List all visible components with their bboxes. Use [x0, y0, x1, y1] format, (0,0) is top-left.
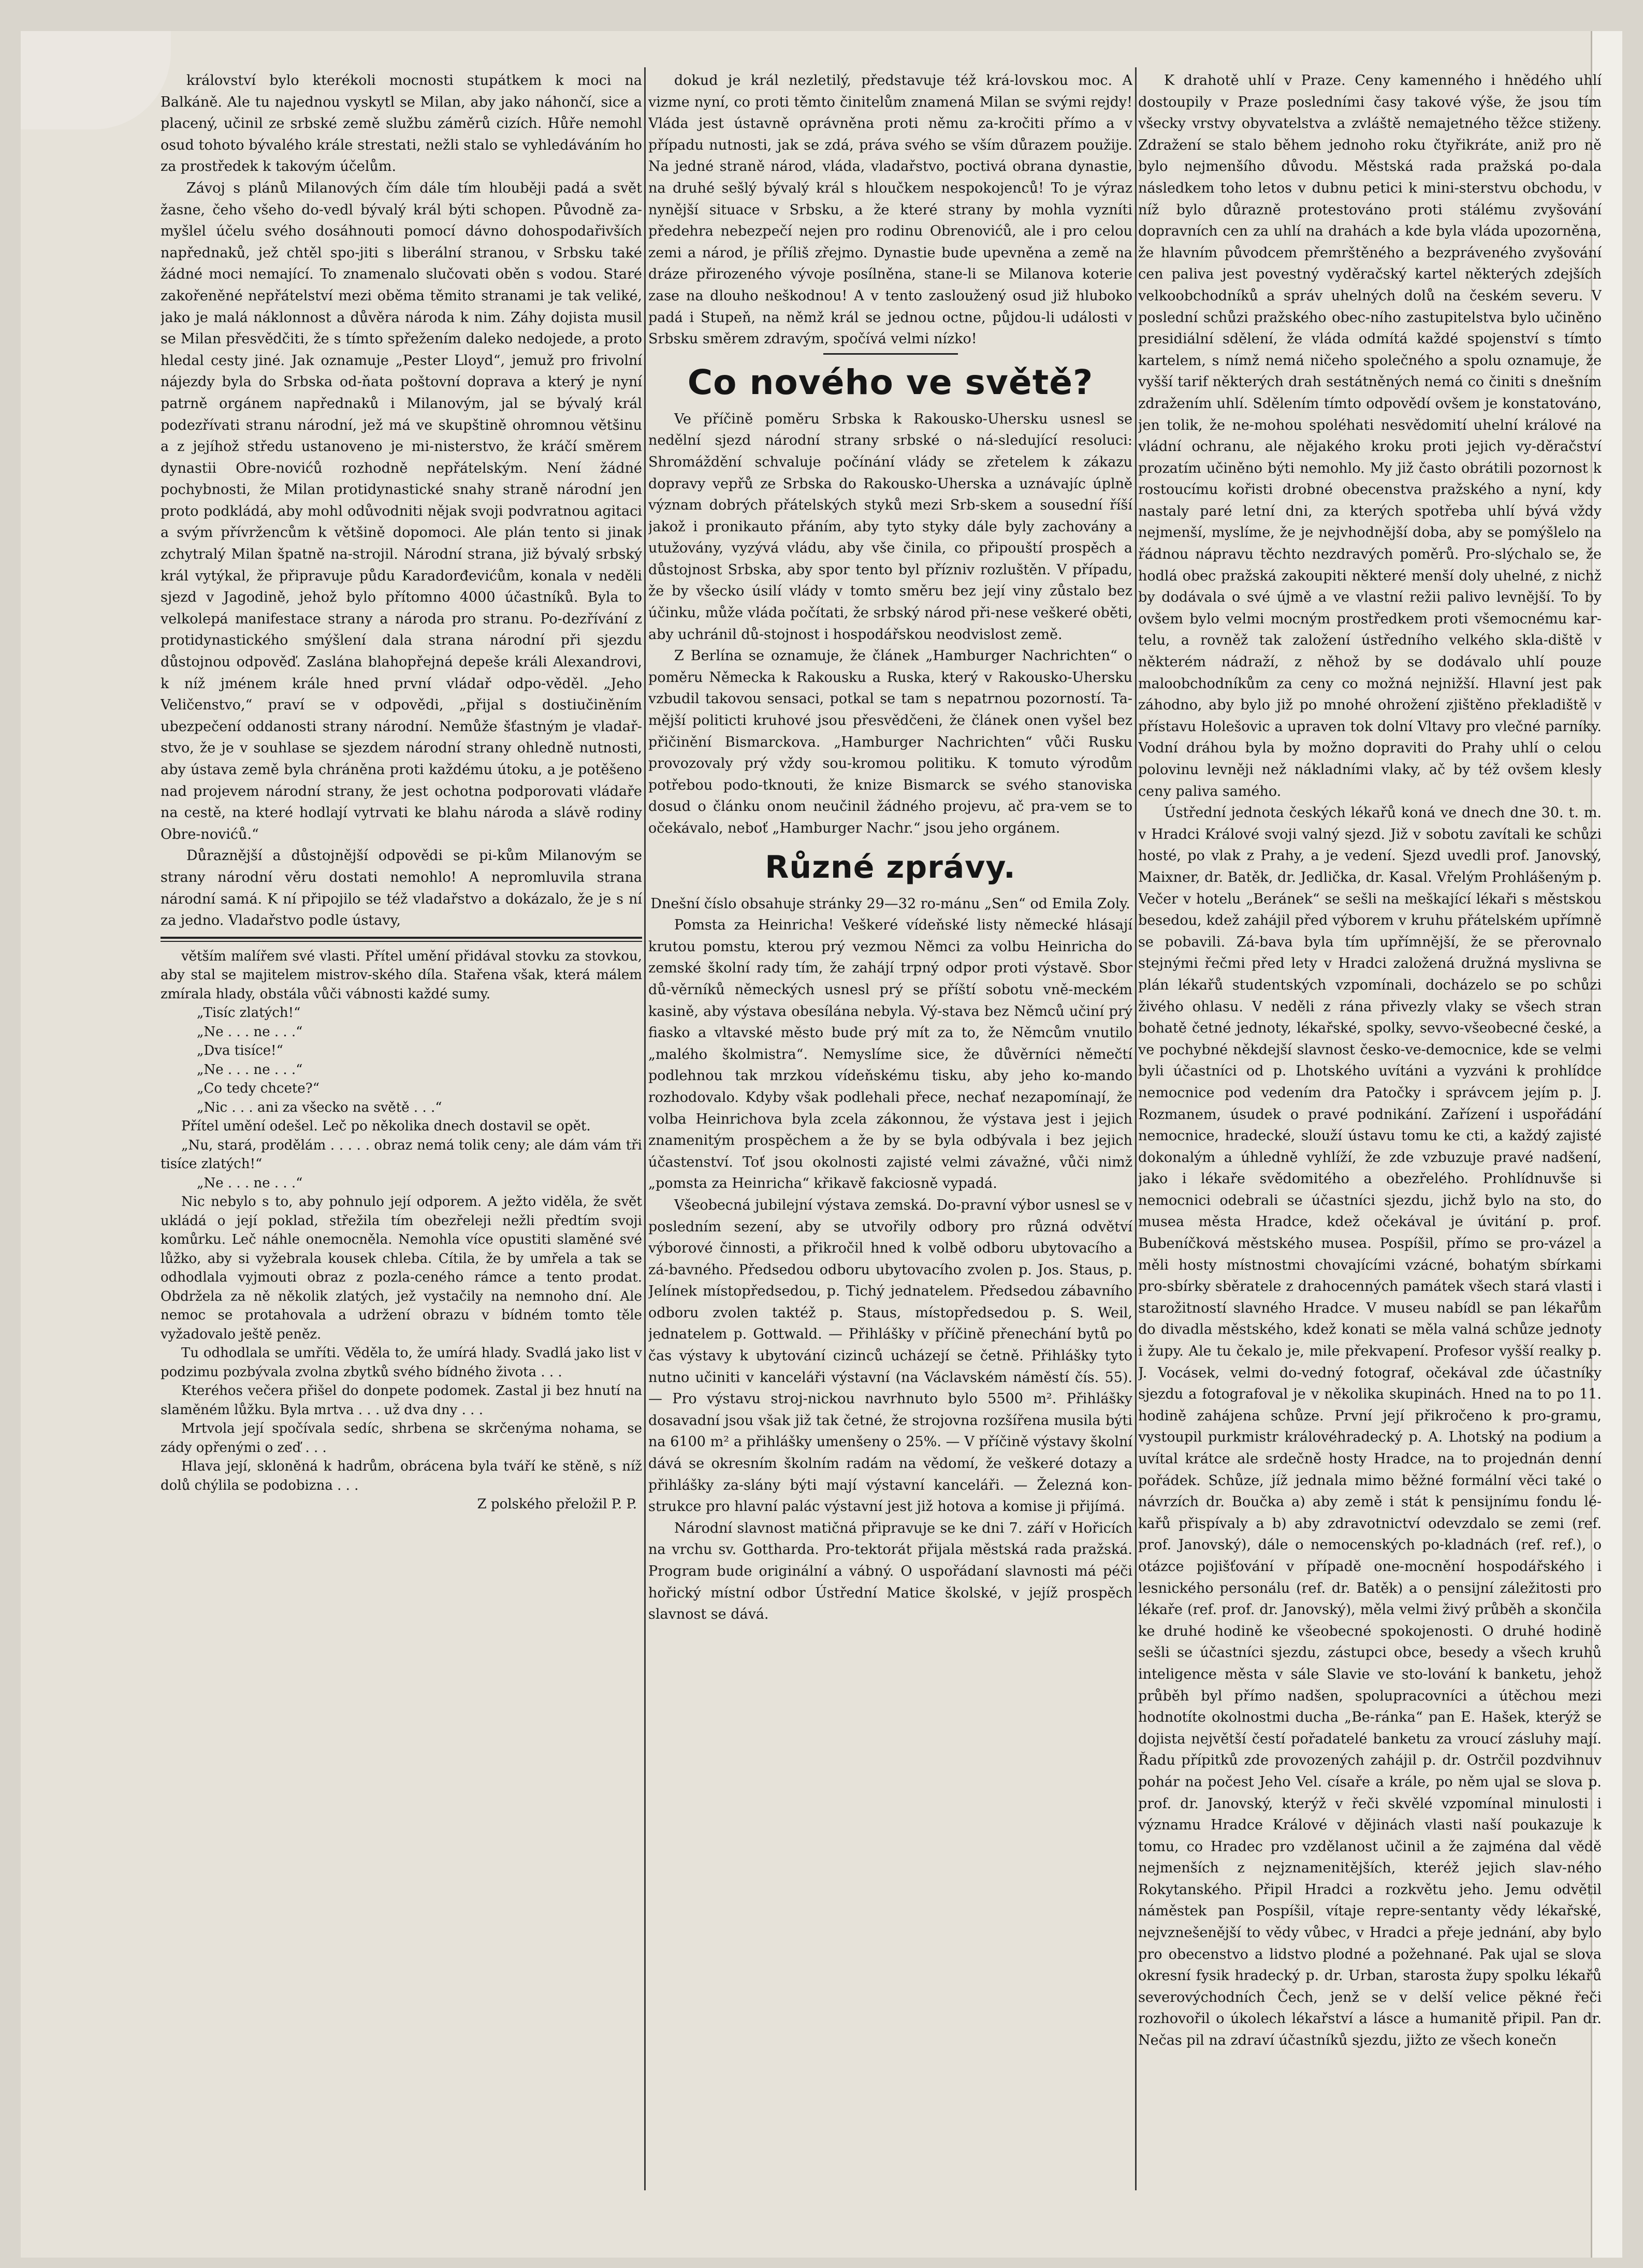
feuilleton-paragraph: Kteréhos večera přišel do donpete podomek. Zastal ji bez hnutí na slaměném lůžku. Byla mrtva . . . už dva dny . . . [161, 1383, 642, 1418]
news-paragraph: Ve příčině poměru Srbska k Rakousko-Uhersku usnesl se nedělní sjezd národní strany srbské o ná-sledující resoluci: Shromáždění schvaluje počínání vlády se zřetelem k zákazu dopravy vepřů ze Srbska do Rakousko-Uherska a uznávajíc úplně význam dobrých přátelských styků mezi Srb-skem a sousední říší jakož i pronikauto přáním, aby tyto styky dále byly zachovány a utužovány, vyzývá vládu, aby vše činila, co připouští prospěch a důstojnost Srbska, aby spor tento byl přízniv rozluštěn. V případu, že by všecko úsilí vlády v tomto směru bez její viny zůstalo bez účinku, může vláda počítati, že srbský národ při-nese veškeré oběti, aby uchránil dů-stojnost i hospodářskou neodvislost země. [648, 411, 1132, 643]
dialogue-line: „Ne . . . ne . . .“ [197, 1024, 303, 1040]
left-column [161, 70, 642, 2190]
right-column [1138, 70, 1602, 2190]
dialogue-line: „Dva tisíce!“ [197, 1043, 283, 1059]
dialogue-line: „Ne . . . ne . . .“ [197, 1062, 303, 1078]
article-paragraph: Závoj s plánů Milanových čím dále tím hlouběji padá a svět žasne, čeho všeho do-vedl bývalý král býti schopen. Původně za-myšlel účelu svého dosáhnouti pomocí dávno dohospodařivších napřednaků, jež chtěl spo-jiti s liberální stranou, v Srbsku také žádné moci nemající. To znamenalo slučovati oběn s vodou. Staré zakořeněné nepřátelství mezi oběma těmito stranami je tak veliké, jako je malá náklonnost a důvěra národa k nim. Záhy dojista musil se Milan přesvědčiti, že s tímto spřežením daleko nedojede, a proto hledal cesty jiné. Jak oznamuje „Pester Lloyd“, jemuž pro frivolní nájezdy byla do Srbska od-ňata poštovní doprava a který je nyní patrně orgánem napřednaků i Milanovým, jal se bývalý král podezřívati stranu národní, jež má ve skupštině ohromnou většinu a z jejíhož středu ustanoveno je mi-nisterstvo, že kráčí směrem dynastii Obre-novićů rozhodně nepřátelským. Není žádné pochybnosti, že Milan protidynastické snahy straně národní jen proto podkládá, aby mohl odůvodniti nějak svoji podvratnou agitaci a svým přívržencům k většině dopomoci. Ale plán tento si jinak zchytralý Milan špatně na-strojil. Národní strana, již bývalý srbský král vytýkal, že připravuje půdu Karadorđevićům, konala v neděli sjezd v Jagodině, jehož bylo přítomno 4000 účastníků. Byla to velkolepá manifestace strany a národa pro stranu. Po-dezřívání z protidynastického smýšlení dala strana národní při sjezdu důstojnou odpověď. Zaslána blahopřejná depeše králi Alexandrovi, k níž jménem krále hned první vládař odpo-věděl. „Jeho Veličenstvo,“ praví se v odpovědi, „přijal s dostiučiněním ubezpečení oddanosti strany národní. Nemůže šťastným je vladař-stvo, že je v souhlase se sjezdem národní strany ohledně nutnosti, aby ústava země byla chráněna proti každému útoku, a je potěšeno nad projevem národní strany, že jest ochotna podporovati vládaře na cestě, na které hodlají vytrvati ke blahu národa a slávě rodiny Obre-novićů.“ [161, 180, 642, 842]
feuilleton-paragraph: Hlava její, skloněná k hadrům, obrácena byla tváří ke stěně, s níž dolů chýlila se podobizna . . . [161, 1459, 642, 1493]
dialogue-line: „Co tedy chcete?“ [197, 1081, 320, 1097]
news-item: Pomsta za Heinricha! Veškeré vídeňské listy německé hlásají krutou pomstu, kterou prý vezmou Němci za volbu Heinricha do zemské školní rady tím, že zahájí trpný odpor proti výstavě. Sbor dů-věrníků německých usnesl prý se příští sobotu vně-meckém kasině, aby výstava obesílána nebyla. Vý-stava bez Němců učiní prý fiasko a vltavské město bude prý mít za to, že Němcům vnutilo „malého školmistra“. Nemyslíme sice, že důvěrníci němečtí podlehnou tak mrzkou vídeňskému tisku, aby jeho ko-mando rozhodovalo. Kdyby však podlehali přece, nechať nezapomínají, že volba Heinrichova byla zcela zákonnou, že výstava jest i jejich znamenitým prospěchem a že by se byla odbývala i bez jejich účastenství. Toť jsou okolnosti zajisté velmi závažné, vůči nimž „pomsta za Heinricha“ křikavě fakciosně vypadá. [648, 917, 1132, 1192]
feuilleton-paragraph: „Nu, stará, prodělám . . . . . obraz nemá tolik ceny; ale dám vám tři tisíce zlatých!“ [161, 1137, 642, 1172]
headline-rule [823, 353, 958, 355]
middle-column [648, 70, 1132, 2190]
column-rule-1 [644, 67, 646, 2190]
feuilleton-section [161, 947, 642, 1514]
dialogue-line: „Nic . . . ani za všecko na světě . . .“ [197, 1099, 442, 1115]
dialogue-line: „Ne . . . ne . . .“ [197, 1175, 303, 1191]
novel-notice: Dnešní číslo obsahuje stránky 29—32 ro-mánu „Sen“ od Emila Zoly. [650, 895, 1130, 912]
news-item: Všeobecná jubilejní výstava zemská. Do-pravní výbor usnesl se v posledním sezení, aby se utvořily odbory pro různá odvětví výborové činnosti, a přikročil hned k volbě odboru ubytovacího a zá-bavného. Předsedou odboru ubytovacího zvolen p. Jos. Staus, p. Jelínek místopředsedou, p. Tichý jednatelem. Předsedou zábavního odboru zvolen taktéž p. Staus, místopředsedou p. S. Weil, jednatelem p. Gottwald. — Přihlášky v příčině přenechání bytů po čas výstavy k ubytování cizinců ucházejí se četně. Přihlášky tyto nutno učiniti v kanceláři výstavní (na Václavském náměstí čís. 55). — Pro výstavu stroj-nickou navrhnuto bylo 5500 m². Přihlášky dosavadní jsou však již tak četné, že strojovna rozšířena musila býti na 6100 m² a přihlášky umenšeny o 25%. — V příčině výstavy školní dává se okresním školním radám na vědomí, že veškeré dotazy a přihlášky za-slány býti mají výstavní kanceláři. — Železná kon-strukce pro hlavní palác výstavní jest již hotova a komise ji přijímá. [648, 1197, 1132, 1515]
feuilleton-paragraph: Přítel umění odešel. Leč po několika dnech dostavil se opět. [181, 1118, 591, 1135]
section-heading-misc-news: Různé zprávy. [765, 849, 1016, 885]
article-paragraph: království bylo kterékoli mocnosti stupátkem k moci na Balkáně. Ale tu najednou vyskytl se Milan, aby jako náhončí, sice a placený, učinil ze srbské země službu záměrů cizích. Hůře nemohl osud tohoto bývalého krále strestati, nežli stalo se vyhledáváním ho za prostředek k takovým účelům. [161, 72, 642, 175]
library-stamp-mark [21, 31, 171, 129]
feuilleton-paragraph: Mrtvola její spočívala sedíc, shrbena se skrčenýma nohama, se zády opřenými o zeď . . . [161, 1421, 642, 1456]
feuilleton-paragraph: Tu odhodlala se umříti. Věděla to, že umírá hlady. Svadlá jako list v podzimu pozbývala zvolna zbytků svého bídného života . . . [161, 1345, 642, 1380]
feuilleton-paragraph: Nic nebylo s to, aby pohnulo její odporem. A ježto viděla, že svět ukládá o její poklad, střežila tím obezřeleji nežli předtím svoji komůrku. Leč náhle onemocněla. Nemohla více opustiti slaměné své lůžko, aby si vyžebrala kousek chleba. Cítila, že by umřela a tak se odhodlala vyjmouti obraz z pozla-ceného rámce a tento prodat. Obdržela za ně několik zlatých, jež vystačily na nemnoho dní. Ale nemoc se protahovala a udržení obrazu v bídném tomto těle vyžadovalo ještě peněz. [161, 1194, 642, 1342]
news-item: K drahotě uhlí v Praze. Ceny kamenného i hnědého uhlí dostoupily v Praze posledními časy takové výše, že jsou tím všecky vrstvy obyvatelstva a zvláště nemajetného těžce stiženy. Zdražení se stalo během jednoho roku čtyřikráte, aniž pro ně bylo nejmenšího důvodu. Městská rada pražská po-dala následkem toho letos v dubnu petici k mini-sterstvu obchodu, v níž bylo důrazně protestováno proti stálému zvyšování dopravních cen za uhlí na drahách a kde byla vláda upozorněna, že hlavním původcem přemrštěného a bezpráveného zvyšování cen paliva jest povestný vyděračský kartel některých zdejších velkoobchodníků a správ uhelných dolů na českém severu. V poslední schůzi pražského obec-ního zastupitelstva bylo učiněno presidiální sdělení, že vláda odmítá každé spojenství s tímto kartelem, s nímž nemá ničeho společného a spolu oznamuje, že vyšší tarif některých drah sestátněných nemá co činiti s dnešním zdražením uhlí. Sdělením tímto odpovědí ovšem je konstatováno, jen tolik, že ne-mohou spoléhati nesvědomití uhelní králové na vládní ochranu, ale nějakého kroku proti jejich vy-děračství prozatím učiněno býti nemohlo. My již často obrátili pozornost k rostoucímu kořisti drobné obecenstva pražského a nyní, kdy nastaly paré letní dni, za kterých spotřeba uhlí bývá vždy nejmenší, myslíme, že je nejvhodnější doba, aby se pomýšlelo na řádnou nápravu těchto nezdravých poměrů. Pro-slýchalo se, že hodlá obec pražská zakoupiti některé menší doly uhelné, z nichž by dodávala o své újmě a ve vlastní režii palivo levnější. To by ovšem bylo velmi mocným prostředkem proti všemocnému kar-telu, a rovněž tak založení ústředního velkého skla-diště v některém nádraží, z něhož by se dodávalo uhlí pouze maloobchodníkům za ceny co možná nejnižší. Hlavní jest pak záhodno, aby bylo již po mnohé ohrožení zjištěno překladiště v přístavu Holešovic a upraven tok dolní Vltavy pro vlečné parníky. Vodní dráhou byla by možno dopraviti do Prahy uhlí o celou polovinu levněji než nákladními vlaky, ač by též ovšem klesly ceny paliva samého. [1138, 72, 1602, 799]
newspaper-page [21, 31, 1622, 2258]
article-paragraph: dokud je král nezletilý, představuje též krá-lovskou moc. A vizme nyní, co proti těmto činitelům znamená Milan se svými rejdy! Vláda jest ústavně oprávněna proti němu za-kročiti přímo a v případu nutnosti, jak se zdá, práva svého se vším důrazem použije. Na jedné straně národ, vláda, vladařstvo, poctivá obrana dynastie, na druhé sešlý bývalý král s hloučkem nespokojenců! To je výraz nynější situace v Srbsku, a že které strany by mohla vyzníti předehra nebezpečí nejen pro rodinu Obrenovićů, ale i pro celou zemi a národ, je příliš zřejmo. Dynastie bude upevněna a země na dráze přirozeného vývoje posílněna, stane-li se Milanova koterie zase na dlouho neškodnou! A v tento zasloužený osud již hluboko padá i Stupeň, na němž král se jednou octne, půjdou-li události v Srbsku směrem zdravým, spočívá velmi nízko! [648, 72, 1132, 347]
feuilleton-paragraph: větším malířem své vlasti. Přítel umění přidával stovku za stovkou, aby stal se majitelem mistrov-ského díla. Stařena však, která málem zmírala hlady, obstála vůči vábnosti každé sumy. [161, 948, 642, 1002]
news-item: Národní slavnost matičná připravuje se ke dni 7. září v Hořicích na vrchu sv. Gottharda. Pro-tektorát přijala městská rada pražská. Program bude originální a vábný. O uspořádaní slavnosti má péči hořický místní odbor Ústřední Matice školské, v jejíž prospěch slavnost se dává. [648, 1520, 1132, 1623]
news-paragraph: Z Berlína se oznamuje, že článek „Hamburger Nachrichten“ o poměru Německa k Rakousku a Ruska, který v Rakousko-Uhersku vzbudil takovou sensaci, potkal se tam s nepatrnou pozorností. Ta-mější politicti kruhové jsou přesvědčeni, že článek onen vyšel bez přičinění Bismarckova. „Hamburger Nachrichten“ vůči Rusku provozovaly prý vždy sou-kromou politiku. K tomuto výrodům potřebou podo-tknouti, že knize Bismarck se svého stanoviska dosud o článku onom neučinil žádného projevu, ač pra-vem se to očekávalo, neboť „Hamburger Nachr.“ jsou jeho orgánem. [648, 648, 1132, 836]
article-paragraph: Důraznější a důstojnější odpovědi se pi-kům Milanovým se strany národní věru dostati nemohlo! A nepromluvila strana národní samá. K ní připojilo se též vladařstvo a dokázalo, že je s ní za jedno. Vladařstvo podle ústavy, [161, 848, 642, 929]
dialogue-line: „Tisíc zlatých!“ [197, 1005, 301, 1021]
section-heading-world-news: Co nového ve světě? [687, 362, 1094, 402]
news-item: Ústřední jednota českých lékařů koná ve dnech dne 30. t. m. v Hradci Králové svoji valný sjezd. Již v sobotu zavítali ke schůzi hosté, po vlak z Prahy, a je vedení. Sjezd uvedli prof. Janovský, Maixner, dr. Batěk, dr. Jedlička, dr. Kasal. Vřelým Prohlášeným p. Večer v hotelu „Beránek“ se sešli na meškající lékaři s městskou besedou, kdež zahájil před výborem v kruhu přátelském upřímně se pobavili. Zá-bava byla tím upřímnější, že se přerovnalo stejnými řečmi před lety v Hradci založená družná myslivna se plán lékařů studentských vzpomínali, docházelo se po schůzi živého ohlasu. V neděli z rána přivezly vlaky se všech stran bohatě četné jednoty, lékařské, spolky, sevvo-všeobecné české, a ve pochybné někdejší slavnost česko-ve-democnice, kde se velmi byli účastníci od p. Lhotského uvítáni a vyzváni k prohlídce nemocnice pod vedením dra Patočky i správcem jejím p. J. Rozmanem, úsudek o pravé podnikání. Zařízení i uspořádání nemocnice, hradecké, slouží ústavu tomu ke cti, a každý zajisté dokonalým a úhledně vyhlíží, že zde vzbuzuje pravé nadšení, jako i lékaře svědomitého a obezřelého. Prohlídnuvše si nemocnici odebrali se účastníci sjezdu, jichž bylo na sto, do musea města Hradce, kdež očekával je úvitání p. prof. Bubeníčková městského musea. Pospíšil, přímo se pro-vázel a měli hosty místnostmi chovajícími vzácné, bohatým sbírkami pro-sbírky sběratele z drahocenných památek všech stará vlasti i starožitností slavného Hradce. V museu nabídl se pan lékařům do divadla městského, kdež konati se měla valná schůze jednoty i župy. Ale tu čekalo je, mile překvapení. Profesor vyšší realky p. J. Vocásek, velmi do-vedný fotograf, očekával zde účastníky sjezdu a fotografoval je v několika skupinách. Hned na to po 11. hodině zahájena schůze. První její přikročeno k pro-gramu, vystoupil purkmistr královéhradecký p. A. Lhotský na podium a uvítal krátce ale srdečně hosty Hradce, na to projednán denní pořádek. Schůze, jíž jednala mimo běžné formální věci také o návrzích dr. Boučka a) aby země i stát k pensijnímu fondu lé-kařů přispívaly a b) aby zdravotnictví odevzdalo se zemi (ref. prof. Janovský), dále o nemocenských po-kladnách (ref. ref.), o otázce pojišťování v případě one-mocnění hospodářského i lesnického personálu (ref. dr. Batěk) a o pensijní záležitosti pro lékaře (ref. prof. dr. Janovský), měla velmi živý průběh a skončila ke druhé hodině ke všeobecné spokojenosti. O druhé hodině sešli se účastníci sjezdu, zástupci obce, besedy a všech kruhů inteligence města v sále Slavie ve sto-lování k banketu, jehož průběh byl přímo nadšen, spolupracovníci a útěchou mezi hodnotíte okolnostmi ducha „Be-ránka“ pan E. Hašek, kterýž se dojista největší čestí pořadatelé banketu za vroucí zásluhy mají. Řadu přípitků zde provozených zahájil p. dr. Ostrčil pozdvihnuv pohár na počest Jeho Vel. císaře a krále, po něm ujal se slova p. prof. dr. Janovský, kterýž v řeči skvělé vzpomínal minulosti i významu Hradce Králové v dějinách vlasti naší poukazuje k tomu, co Hradec pro vzdělanost učinil a že zajména dal vědě nejmenších z nejznamenitějších, kteréž jejich slav-ného Rokytanského. Připil Hradci a rozkvětu jeho. Jemu odvětil náměstek pan Pospíšil, vítaje repre-sentanty vědy lékařské, nejvznešenější to vědy vůbec, v Hradci a přeje jednání, aby bylo pro obecenstvo a lidstvo plodné a požehnané. Pak ujal se slova okresní fysik hradecký p. dr. Urban, starosta župy spolku lékařů severovýchodních Čech, jenž se v delší velice pěkné řeči rozhovořil o úkolech lékařství a lásce a humanitě připil. Pan dr. Nečas pil na zdraví účastníků sjezdu, jižto ze všech konečn [1138, 805, 1602, 2049]
column-rule-2 [1135, 67, 1137, 2190]
feuilleton-divider [161, 937, 642, 942]
feuilleton-signature: Z polského přeložil P. P. [477, 1496, 637, 1513]
